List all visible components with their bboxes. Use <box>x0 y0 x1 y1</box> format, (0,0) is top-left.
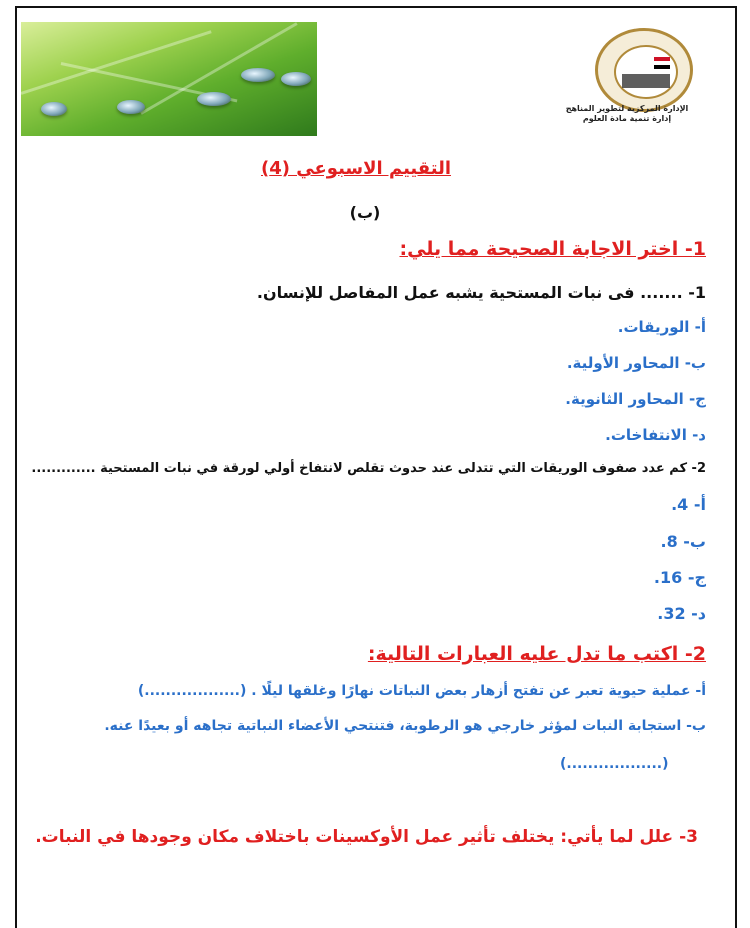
q1-option-c: ج- المحاور الثانوية. <box>565 390 706 408</box>
egypt-flag-icon <box>654 57 670 69</box>
q1-option-d: د- الانتفاخات. <box>605 426 706 444</box>
section2-item-b-blank: (..................) <box>560 756 669 772</box>
q2-option-d: د- 32. <box>657 604 706 623</box>
q2-option-b: ب- 8. <box>660 532 706 551</box>
section3-reason-question: 3- علل لما يأتي: يختلف تأثير عمل الأوكسينات باختلاف مكان وجودها في النبات. <box>35 827 698 847</box>
department-label: الإدارة المركزية لتطوير المناهج إدارة تنمية مادة العلوم <box>565 104 689 123</box>
section2-item-a: أ- عملية حيوية تعبر عن تفتح أزهار بعض النباتات نهارًا وغلقها ليلًا . (..................) <box>137 683 706 699</box>
section2-item-b: ب- استجابة النبات لمؤثر خارجي هو الرطوبة، فتنتحي الأعضاء النباتية تجاهه أو بعيدًا عنه. <box>104 718 706 734</box>
section2-heading: 2- اكتب ما تدل عليه العبارات التالية: <box>367 643 706 665</box>
question2-text: 2- كم عدد صفوف الوريقات التي تتدلى عند حدوث تقلص لانتفاخ أولي لورقة في نبات المستحية ............. <box>31 461 706 476</box>
q2-option-a: أ- 4. <box>671 495 706 514</box>
question1-text: 1- ....... فى نبات المستحية يشبه عمل المفاصل للإنسان. <box>256 283 706 302</box>
leaf-banner-image <box>21 22 317 136</box>
ministry-seal-logo <box>595 28 693 112</box>
page-title: التقييم الاسبوعي (4) <box>261 158 451 179</box>
page-subtitle: (ب) <box>349 203 381 222</box>
q1-option-b: ب- المحاور الأولية. <box>566 354 706 372</box>
section1-heading: 1- اختر الاجابة الصحيحة مما يلي: <box>399 238 706 260</box>
q2-option-c: ج- 16. <box>653 568 706 587</box>
q1-option-a: أ- الوريقات. <box>617 318 706 336</box>
